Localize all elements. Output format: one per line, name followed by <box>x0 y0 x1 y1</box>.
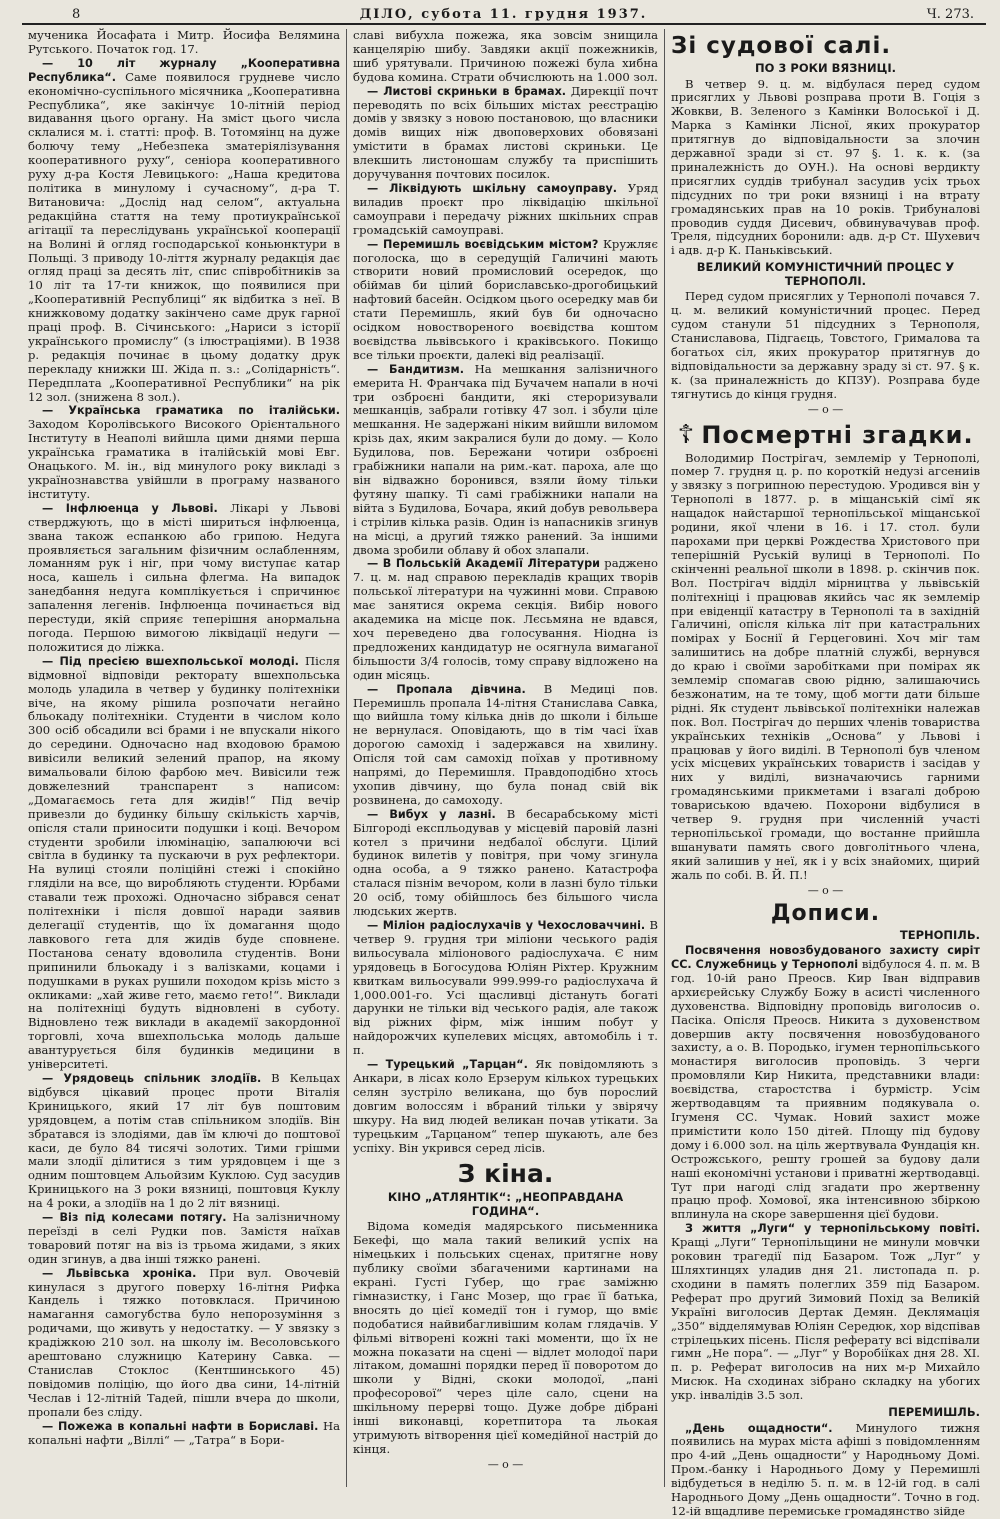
news-item: — Віз під колесами потягу. На залізничному переїзді в селі Рудки пов. Замістя наїхав товаровий потяг на віз із трьома жидами, з яких один згинув, а два інші тяжко ранені. <box>28 1210 340 1266</box>
correspondence-item: „День ощадности“. Минулого тижня появились на мурах міста афіші з повідомленням про 4-ий „День ощадности“ у Народньому Домі. Пром.-банку і Народнього Дому у Перемишлі відбудеться в неділю 5. п. м. в 12-ій год. в салі Народнього Дому „День ощадности“. Точно в год. 12-ій вщадливе перемиське громадянство зійде <box>671 1420 981 1518</box>
separator: — o — <box>807 883 844 897</box>
news-item: — Під пресією вшехпольської молоді. Після відмовної відповіди ректорату вшехпольська молодь уладила в четвер у будинку політехніки віче, на якому рішила розпочати негайно бльокаду політехніки. Студенти в числом коло 300 осіб обсадили всі брами і не впускали нікого до середини. Одночасно над входовою брамою вивісили великий зелений прапор, на якому вимальовали білою фарбою меч. Вивісили теж довжелезний транспарент з написом: „Домагаємось гета для жидів!“ Під вечір привезли до будинку більшу скількість харчів, опісля стали приносити подушки і коці. Вечором студенти зробили ілюмінацію, запалюючи всі світла в будинку та пускаючи в рух рефлектори. На вулиці стояли поліційні стежі і спокійно гляділи на все, що виробляють студенти. Юрбами ставали теж прохожі. Одночасно зібрався сенат політехніки і після довшої наради заявив делегації студентів, що їх домагання щодо лавкового гета для жидів буде сповнене. Постанова сенату вдоволила студентів. Вони припинили бльокаду і з валізками, коцами і подушками в руках рушили походом крізь місто з окликами: „хай живе гето, маємо гето!“. Виклади на політехніці будуть відновлені в суботу. Відновлено теж виклади в академії закордонної торговлі, хоча вшехпольська молодь дальше авантурується біля будинків медицини в університеті. <box>28 653 341 1072</box>
section-title-court: Зі судової салі. <box>671 33 892 59</box>
news-item: — 10 літ журналу „Кооперативна Республика“. Саме появилося грудневе число економічно-суспільного місячника „Кооперативна Республика“, яке закінчує 10-літній період видавання цього органу. На зміст цього числа склалися м. і. статті: проф. В. Тотомяінц на дуже болючу тему „Небезпека зматеріялізування кооперативного руху“, сеніора кооперативного руху д-ра Костя Левицького: „Наша кредитова політика в минулому і сучасному“, д-ра Т. Витановича: „Дослід над селом“, актуальна редакційна стаття на тему протиукраїнської агітації та переслідувань української кооперації на Волині й огляд господарської коньюнктури в Польщі. З приводу 10-ліття журналу редакція дає огляд праці за десять літ, спис співробітників за 10 літ та 17-ти книжок, що появилися при „Кооперативній Республиці“ як відбитка з неї. В книжковому додатку закінчено саме друк гарної праці проф. В. Січинського: „Нариси з історії українського промислу“ (з ілюстраціями). В 1938 р. редакція починає в цьому додатку друк перекладу книжки Ш. Жіда п. з.: „Солідарність“. Передплата „Кооперативної Республики“ на рік 12 зол. (знижена 8 зол.). <box>28 56 341 404</box>
news-item: — Міліон радіослухачів у Чехословаччині. В четвер 9. грудня три міліони чеського радія вильосувала міліонового радіослухача. Є ним урядовець в Богосудова Юліян Ріхтер. Кружним квиткам вильосували 999.999-го радіослухача й 1,000.001-го. Усі щасливці дістануть богаті дарунки не тільки від чеського радія, але також від ріжних фірм, між іншим побут у найдорожчих купелевих місцях, автомобіль і т. п. <box>353 918 659 1058</box>
separator: — o — <box>807 402 844 416</box>
court-item-title: ВЕЛИКИЙ КОМУНІСТИЧНИЙ ПРОЦЕС У ТЕРНОПОЛІ. <box>696 260 955 288</box>
column-1 <box>22 29 347 1487</box>
section-title-obituaries: ☦ Посмертні згадки. <box>677 419 974 450</box>
news-item: — Урядовець спільник злодіїв. В Кельцах відбувся цікавий процес проти Віталія Криницького, який 17 літ був поштовим урядовцем, а потім став спільником злодіїв. Він збратався із злодіями, дав їм ключі до поштової каси, де було 84 тисячі золотих. Тими грішми мали злодії ділитися з тим урядовцем і ще з одним поштовцем Альойзим Куклою. Суд засудив Криницького на 3 роки вязниці, поштовця Куклу на 4 роки, а злодіїв на 1 до 2 літ вязниці. <box>28 1070 341 1211</box>
court-item-title: ПО 3 РОКИ ВЯЗНИЦІ. <box>755 61 896 75</box>
orthodox-cross-icon: ☦ <box>677 419 696 450</box>
section-title-kino: З кіна. <box>457 1159 554 1189</box>
page-header <box>22 4 986 25</box>
obituary-text: Володимир Пострігач, землемір у Тернополі, помер 7. грудня ц. р. по короткій недузі агсениів у звязку з погрипною перестудою. Уродився він у Тернополі в 1877. р. в міщанській сімї як нащадок найстаршої тернопільської міщанської родини, якої члени в 16. і 17. стол. були парохами при церкві Рождества Христового при теперішній Руській вулиці в Тернополі. По скінченні реальної школи в 1898. р. скінчив пок. Вол. Пострігач відділ мірництва у львівській політехніці і працював якийсь час як землемір при евіденції катастру в Тернополі та в західній Галичині, опісля кілька літ при катастральних помірах у Боснії й Герцеговині. Хоч міг там залишитись на добре платній службі, вернувся до краю і своїми заробітками при помірах як землемір спомагав свою рідню, залишаючись безжонатим, на те тому, щоб могти дати більше рідні. Як студент львівської політехніки належав пок. Вол. Пострігач до перших членів товариства українських техніків „Основа“ у Львові і працював у його виділі. В Тернополі був членом усіх місцевих українських товариств і засідав у них у виділі, визначаючись гарними громадянськими прикметами і взагалі доброю товариською вдачею. Похорони відбулися в четвер 9. грудня при численній участі тернопільської громади, що востанне прийшла вшанувати память свого довголітнього члена, який залишив у неї, як і у всіх знайомих, щирий жаль по собі. В. Й. П.! <box>671 450 980 882</box>
news-item: — Пожежа в копальні нафти в Бориславі. На копальні нафти „Віллі“ — „Татра“ в Бори- <box>28 1418 340 1447</box>
news-item: — Листові скриньки в брамах. Дирекції почт переводять по всіх більших містах реєстрацію домів у звязку з новою постановою, що власники домів вищих ніж двоповерхових обовязані умістити в брамах листові скриньки. Це влекшить листоношам службу та приспішить доручування почтових посилок. <box>353 83 658 182</box>
newspaper-title: ДІЛО, субота 11. грудня 1937. <box>359 7 648 22</box>
page-number: 8 <box>72 7 81 22</box>
news-item: — Вибух у лазні. В бесарабському місті Білгороді експльодував у місцевій паровій лазні котел з причини недбалої обслуги. Цілий будинок вилетів у повітря, при чому згинула одна особа, а 9 тяжко ранено. Катастрофа сталася пізнім вечором, коли в лазні було тільки 20 осіб, тому обійшлось без більшого числа людських жертв. <box>353 806 659 919</box>
separator: — o — <box>487 1457 524 1471</box>
court-item-text: В четвер 9. ц. м. відбулася перед судом присяглих у Львові розправа проти В. Гоція з Жовкви, В. Зеленого з Камінки Волоської і Д. Марка з Камінки Лісної, яких прокуратор притягнув до відповідальности за злочин державної зради зі ст. 97 §. 1. к. к. (за приналежність до ОУН.). На основі вердикту присяглих суддів трибунал засудив усіх трьох підсудних по три роки вязниці і на втрату громадянських прав на 10 років. Трибуналові проводив суддя Дисевич, обвинувачував проф. Треля, підсудних боронили: адв. д-р Ст. Шухевич і адв. д-р К. Паньківський. <box>671 76 980 258</box>
news-item: — Турецький „Тарцан“. Як повідомляють з Анкари, в лісах коло Ерзерум кількох турецьких селян зустріло великана, що був порослий довгим волоссям і вбраний тільки у звірячу шкуру. На вид людей великан почав утікати. За турецьким „Тарцаном“ тепер шукають, але без успіху. Він укрився серед лісів. <box>353 1057 658 1155</box>
correspondence-item: З життя „Луги“ у тернопільському повіті. Кращі „Луги“ Тернопільщини не минули мовчки роковин трагедії під Базаром. Тож „Луг“ у Шляхтинцях уладив дня 21. листопада п. р. сходини в память полеглих 359 під Базаром. Реферат про другий Зимовий Похід за Великій Україні виголосив Дертак Демян. Деклямація „350“ відделямував Юліян Середюк, хор відспівав стрілецьких пісень. Після реферату всі відспівали гимн „Не пора“. — „Луг“ у Воробіїках дня 28. XI. п. р. Реферат виголосив на них м-р Михайло Мисюк. На сходинах зібрано складку на убогих укр. інвалідів 3.5 зол. <box>671 1222 980 1403</box>
correspondence-item: Посвячення новозбудованого захисту сиріт СС. Служебниць у Тернополі відбулося 4. п. м. В год. 10-ій рано Преосв. Кир Іван відправив архиєрейську Службу Божу в асисті численного духовенства. Відповідну проповідь виголосив о. Пасіка. Опісля Преосв. Никита з духовенством довершив акту посвячення новозбудованого захисту, а о. В. Породько, ігумен тернопільського монастиря виголосив проповідь. З черги промовляли Кир Никита, представники влади: воєвідства, старостства і бурмістр. Усім жертводавцям та приявним подякувала о. Ігуменя СС. Чумак. Новий захист може примістити коло 150 дітей. Площу під будову дому і 6.000 зол. на ціль жертвувала Фундація кн. Острожського, решту грошей за будову дали наші економічні установи і приватні жертводавці. Тут при нагоді слід згадати про жертвенну працю проф. Хомової, яка інтенсивною збіркою вплинула на скоре завершення цієї будови. <box>671 944 980 1222</box>
news-item: — Перемишль воєвідським містом? Кружляє поголоска, що в середущій Галичині мають створити новий промисловий осередок, що обіймав би цілий бориславсько-дрогобицький нафтовий басейн. Осідком цього осередку мав би стати Перемишль, який був би одночасно осідком новоствореного воєвідства коштом воєвідства львівського і краківського. Покищо все тільки проєкти, далекі від реалізації. <box>353 236 658 362</box>
news-item: славі вибухла пожежа, яка зовсім знищила канцелярію шибу. Завдяки акції пожежників, шиб урятували. Причиною пожежі була хибна будова комина. Страти обчислюють на 1.000 зол. <box>353 28 658 84</box>
news-item: — Львівська хроніка. При вул. Овочевій кинулася з другого поверху 16-літня Рифка Кандель і тяжко потовклася. Причиною намагання самогубства було непорозуміння з родичами, що живуть у недостатку. — У звязку з крадіжкою 210 зол. на школу ім. Весоловського арештовано служницю Катерину Савка. — Станислав Стоклос (Кентшинського 45) повідомив поліцію, що його два сини, 14-літній Чеслав і 12-літній Тадей, пішли вчера до школи, пропали без сліду. <box>28 1265 341 1419</box>
news-item: — Українська граматика по італійськи. Заходом Королівського Високого Орієнтального Інституту в Неаполі вийшла цими днями перша українська граматика в італійській мові Евг. Онацького. М. ін., від минулого року викладі з українознавства увійшли в програму названого інституту. <box>28 404 340 501</box>
column-3 <box>665 29 986 1518</box>
issue-number: Ч. 273. <box>926 7 974 22</box>
news-item: — Бандитизм. На мешкання залізничного емерита Н. Франчака під Бучачем напали в ночі три озброєні бандити, які стероризували мешканців, забрали готівку 47 зол. і збули ціле мешкання. Не задержані ніким вийшли виломом крізь дах, яким закралися були до дому. — Коло Будилова, пов. Бережани чотири озброєні грабіжники напали на рим.-кат. пароха, але що він відважно боронився, взяли йому тільки футяну шапку. Ті самі грабіжники напали на війта з Будилова, Бочара, який добув револьвера і стрілив кілька разів. Один із напасників згинув на місці, а другий тяжко ранений. За іншими двома зробили облаву й обох злапали. <box>353 361 659 557</box>
news-item: — Пропала дівчина. В Медиці пов. Перемишль пропала 14-літня Станислава Савка, що вийшла тому кілька днів до школи і більше не вернулася. Оповідають, що в тім часі їхав дорогою самохід і задержався на хвилину. Опісля той сам самохід поїхав у противному напрямі, до Перемишля. Правдоподібно хтось ухопив дівчину, що була понад свій вік розвинена, до самоходу. <box>353 681 659 807</box>
section-title-correspondence: Дописи. <box>770 900 881 926</box>
news-item: — Ліквідують шкільну самоуправу. Уряд виладив проєкт про ліквідацію шкільної самоуправи і передачу ріжних шкільних справ громадській самоуправі. <box>353 180 658 237</box>
kino-text: Відома комедія мадярського письменника Бекефі, що мала такий великий успіх на німецьких і польських сценах, притягне нову публику своїми збагаченими картинами на екрані. Густі Губер, що грає заміжню гімназистку, і Ганс Мозер, що грає її батька, вносять до цієї комедії тон і гумор, що вміє подобатися найвибагливішим колам глядачів. У фільмі вітворені кожні такі моменти, що їх не можна показати на сцені — відлет молодої пари літаком, домашні порядки перед її поворотом до школи у Відні, скоки молодої, „пані професорової“ через ціле сало, сцени на шкільному перерві тощо. Дуже добре дібрані інші виконавці, коретпитора та льокая утримують вітворення цієї комедійної настрій до кінця. <box>353 1219 658 1456</box>
news-item: — Інфлюенца у Львові. Лікарі у Львові стверджують, що в місті шириться інфлюенца, звана також еспанкою або грипою. Недуга проявляється загальним фізичним ослабленням, ломанням рук і ніг, при чому виступає катар носа, кашель і сильна флегма. На випадок занедбання недуга комплікується і спричинює запалення легенів. Інфлюенца починається від перестуди, якій сприяє теперішня анормальна погода. Першою вимогою ліквідації недуги — положитися до ліжка. <box>28 500 340 654</box>
news-item: — В Польській Академії Літератури раджено 7. ц. м. над справою перекладів кращих творів польської літератури на чужинні мови. Справою має занятися окрема секція. Вибір нового академика на місце пок. Лєсьмяна не вдався, хоч переведено два голосування. Ніодна із предложених кандидатур не осягнула вимаганої більшости 3/4 голосів, тому справу відложено на один місяць. <box>353 556 659 682</box>
court-item-text: Перед судом присяглих у Тернополі почався 7. ц. м. великий комуністичний процес. Перед судом станули 51 підсудних з Тернополя, Станиславова, Підгаєць, Товстого, Грималова та богатьох сіл, яких прокуратор притягнув до відповідальности за державну зраду зі ст. 97. § к. к. (за приналежність до КПЗУ). Розправа буде тягнутись до кінця грудня. <box>671 289 980 401</box>
kino-title: КІНО „АТЛЯНТІК“: „НЕОПРАВДАНА ГОДИНА“. <box>387 1190 624 1218</box>
column-2 <box>347 29 665 1487</box>
city-label: ПЕРЕМИШЛЬ. <box>888 1405 980 1420</box>
news-item: мученика Йосафата і Митр. Йосифа Велямина Рутського. Початок год. 17. <box>28 28 340 56</box>
city-label: ТЕРНОПІЛЬ. <box>899 927 980 942</box>
